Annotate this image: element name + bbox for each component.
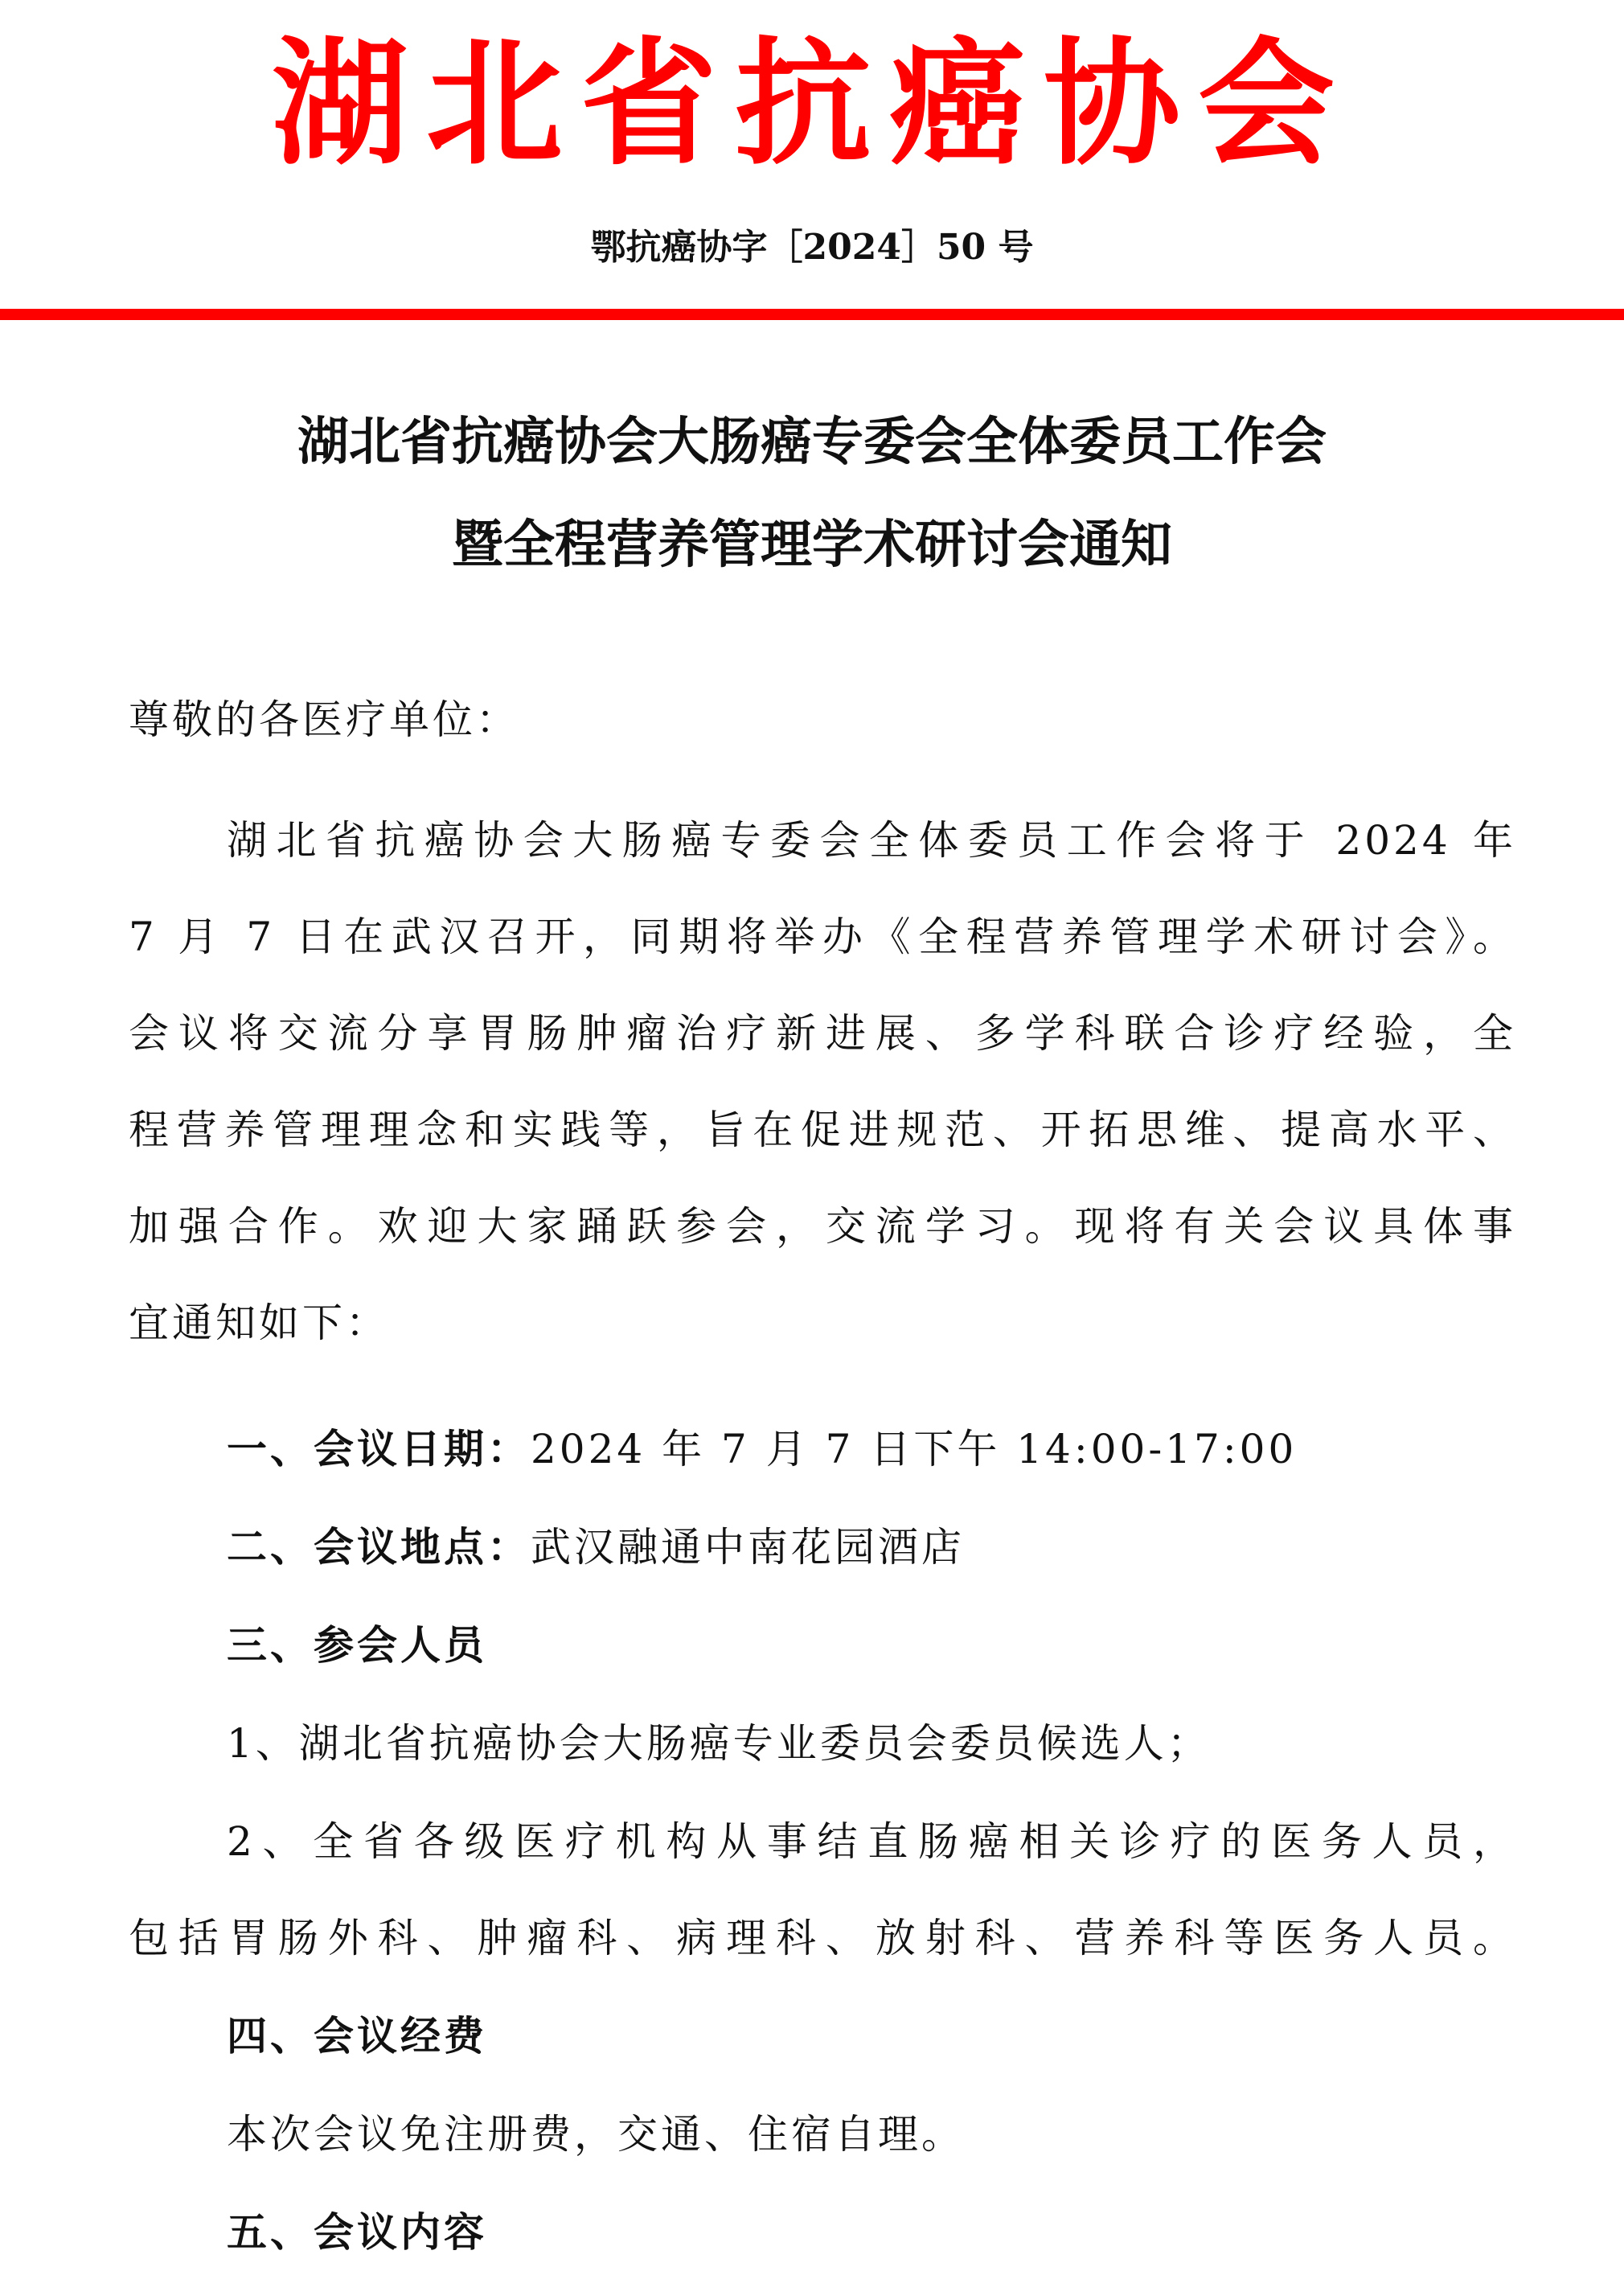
intro-line: 加强合作。欢迎大家踊跃参会，交流学习。现将有关会议具体事: [129, 1203, 1516, 1250]
meeting-date-label: 一、会议日期：: [227, 1426, 531, 1472]
red-divider: [0, 309, 1624, 320]
intro-line: 宜通知如下：: [129, 1300, 389, 1346]
intro-line: 会议将交流分享胃肠肿瘤治疗新进展、多学科联合诊疗经验，全: [129, 1010, 1516, 1057]
meeting-venue-label: 二、会议地点：: [227, 1524, 531, 1571]
intro-line: 湖北省抗癌协会大肠癌专委会全体委员工作会将于 2024 年: [227, 817, 1516, 864]
salutation: 尊敬的各医疗单位：: [129, 696, 519, 743]
document-title-line-2: 暨全程营养管理学术研讨会通知: [452, 515, 1172, 575]
org-name-header: 湖北省抗癌协会: [271, 25, 1352, 184]
fees-heading: 四、会议经费: [227, 2013, 487, 2060]
attendee-item: 2、全省各级医疗机构从事结直肠癌相关诊疗的医务人员，: [227, 1818, 1516, 1865]
fees-text: 本次会议免注册费，交通、住宿自理。: [227, 2111, 965, 2158]
intro-line: 程营养管理理念和实践等，旨在促进规范、开拓思维、提高水平、: [129, 1107, 1516, 1153]
meeting-venue-value: 武汉融通中南花园酒店: [531, 1524, 965, 1571]
document-title-line-1: 湖北省抗癌协会大肠癌专委会全体委员工作会: [297, 413, 1327, 472]
attendees-heading: 三、参会人员: [227, 1622, 487, 1669]
meeting-venue-row: [227, 1519, 965, 1575]
content-heading: 五、会议内容: [227, 2209, 487, 2256]
attendee-item: 1、湖北省抗癌协会大肠癌专业委员会委员候选人；: [227, 1720, 1211, 1767]
document-number: 鄂抗癌协字［2024］50 号: [590, 227, 1034, 268]
meeting-date-row: [227, 1421, 1297, 1477]
meeting-date-value: 2024 年 7 月 7 日下午 14:00-17:00: [531, 1426, 1298, 1472]
intro-line: 7 月 7 日在武汉召开，同期将举办《全程营养管理学术研讨会》。: [129, 914, 1516, 960]
attendee-item-continued: 包括胃肠外科、肿瘤科、病理科、放射科、营养科等医务人员。: [129, 1915, 1516, 1961]
